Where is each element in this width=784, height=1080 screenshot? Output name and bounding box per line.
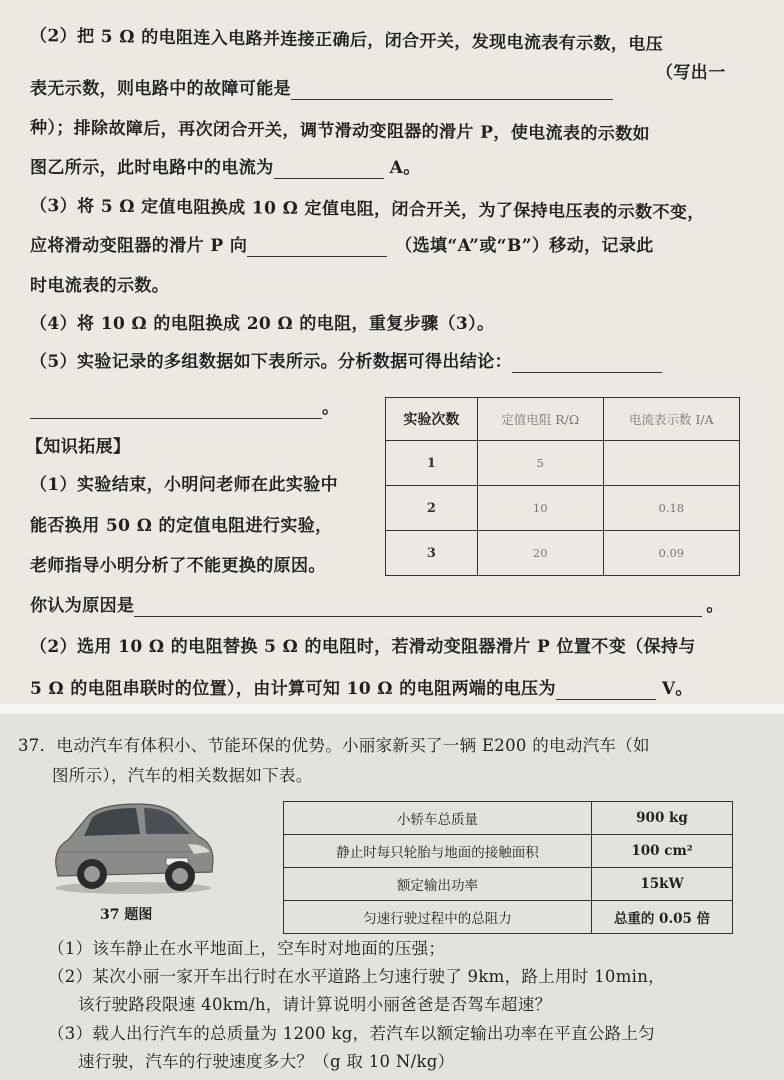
ext1-line-1: （1）实验结束，小明问老师在此实验中: [30, 475, 339, 495]
q2-line-1: （2）把 5 Ω 的电阻连入电路并连接正确后，闭合开关，发现电流表有示数，电压: [29, 26, 664, 55]
spec-value: 15kW: [592, 868, 733, 901]
q2-line-4: [30, 157, 421, 179]
electric-car-image: [48, 796, 218, 896]
q2-line-4-text: 图乙所示，此时电路中的电流为: [30, 158, 274, 178]
table-row: [284, 802, 733, 835]
ext2-line-2: [30, 678, 693, 700]
table-row: [284, 835, 733, 868]
spec-label: 额定输出功率: [284, 868, 592, 901]
q4-line: （4）将 10 Ω 的电阻换成 20 Ω 的电阻，重复步骤（3）。: [30, 314, 495, 334]
q5-line-1: [30, 351, 662, 373]
q37-part2-line-1: （2）某次小丽一家开车出行时在水平道路上匀速行驶了 9km，路上用时 10min，: [48, 967, 665, 986]
cell-resistance: 20: [477, 531, 603, 576]
cell-current: [603, 441, 739, 486]
ext1-line-3: 老师指导小明分析了不能更换的原因。: [30, 556, 326, 576]
spec-label: 匀速行驶过程中的总阻力: [284, 901, 592, 934]
knowledge-extension-heading: 【知识拓展】: [26, 437, 131, 457]
q2-line-2-text: 表无示数，则电路中的故障可能是: [30, 79, 291, 99]
q5-line-2: [30, 397, 339, 419]
ext1-period: 。: [706, 596, 724, 616]
cell-current: 0.18: [603, 486, 739, 531]
ext1-line-2: 能否换用 50 Ω 的定值电阻进行实验，: [30, 516, 333, 536]
header-current: 电流表示数 I/A: [603, 398, 739, 441]
reason-answer-blank[interactable]: [134, 600, 702, 617]
q37-part3-line-2: 速行驶，汽车的行驶速度多大？（g 取 10 N/kg）: [78, 1052, 455, 1071]
cell-resistance: 10: [477, 486, 603, 531]
q3-line-1: （3）将 5 Ω 定值电阻换成 10 Ω 定值电阻，闭合开关，为了保持电压表的示数不变，: [29, 196, 705, 224]
header-trial: 实验次数: [386, 398, 478, 441]
q2-line-2-tail: （写出一: [656, 63, 726, 83]
direction-answer-blank[interactable]: [247, 240, 387, 257]
page-divider: [0, 704, 784, 714]
spec-value: 900 kg: [592, 802, 733, 835]
q37-line-2: 图所示），汽车的相关数据如下表。: [52, 766, 313, 785]
table-row: [284, 868, 733, 901]
q5-line-1-text: （5）实验记录的多组数据如下表所示。分析数据可得出结论：: [30, 352, 513, 372]
voltage-unit: V。: [661, 679, 693, 699]
spec-value: 总重的 0.05 倍: [592, 901, 733, 934]
conclusion-blank-1[interactable]: [512, 356, 662, 373]
q37-part3-line-1: （3）载人出行汽车的总质量为 1200 kg，若汽车以额定输出功率在平直公路上匀: [48, 1024, 656, 1043]
table-row: [386, 531, 740, 576]
cell-trial: 2: [386, 486, 478, 531]
cell-trial: 1: [386, 441, 478, 486]
voltage-answer-blank[interactable]: [556, 683, 656, 700]
spec-value: 100 cm²: [592, 835, 733, 868]
fault-answer-blank[interactable]: [291, 83, 613, 100]
q5-period: 。: [322, 398, 340, 418]
ext1-line-4-text: 你认为原因是: [30, 596, 135, 616]
current-answer-blank[interactable]: [274, 162, 384, 179]
cell-current: 0.09: [603, 531, 739, 576]
q3-line-2-text: 应将滑动变阻器的滑片 P 向: [30, 236, 248, 256]
ext2-line-1: （2）选用 10 Ω 的电阻替换 5 Ω 的电阻时，若滑动变阻器滑片 P 位置不变（保持与: [30, 637, 696, 657]
current-unit: A。: [389, 158, 421, 178]
q3-line-2-tail: （选填“A”或“B”）移动，记录此: [395, 236, 654, 256]
header-resistance: 定值电阻 R/Ω: [477, 398, 603, 441]
cell-resistance: 5: [477, 441, 603, 486]
q2-line-3: 种）；排除故障后，再次闭合开关，调节滑动变阻器的滑片 P，使电流表的示数如: [29, 118, 651, 145]
ext1-line-4: [30, 595, 724, 617]
ext2-line-2-text: 5 Ω 的电阻串联时的位置），由计算可知 10 Ω 的电阻两端的电压为: [30, 679, 556, 699]
q37-part1: （1）该车静止在水平地面上，空车时对地面的压强；: [48, 939, 446, 958]
table-row: [284, 901, 733, 934]
conclusion-blank-2[interactable]: [30, 402, 322, 419]
car-specs-table: [283, 801, 733, 934]
q37-part2-line-2: 该行驶路段限速 40km/h，请计算说明小丽爸爸是否驾车超速？: [78, 995, 552, 1014]
spec-label: 静止时每只轮胎与地面的接触面积: [284, 835, 592, 868]
table-row: [386, 486, 740, 531]
table-header-row: [386, 398, 740, 441]
spec-label: 小轿车总质量: [284, 802, 592, 835]
figure-caption: 37 题图: [100, 907, 153, 923]
experiment-data-table: [385, 397, 740, 576]
q2-line-2: [30, 78, 613, 100]
table-row: [386, 441, 740, 486]
q3-line-2: [30, 235, 654, 257]
q37-line-1: 37．电动汽车有体积小、节能环保的优势。小丽家新买了一辆 E200 的电动汽车（如: [18, 736, 650, 755]
cell-trial: 3: [386, 531, 478, 576]
q3-line-3: 时电流表的示数。: [30, 276, 170, 296]
